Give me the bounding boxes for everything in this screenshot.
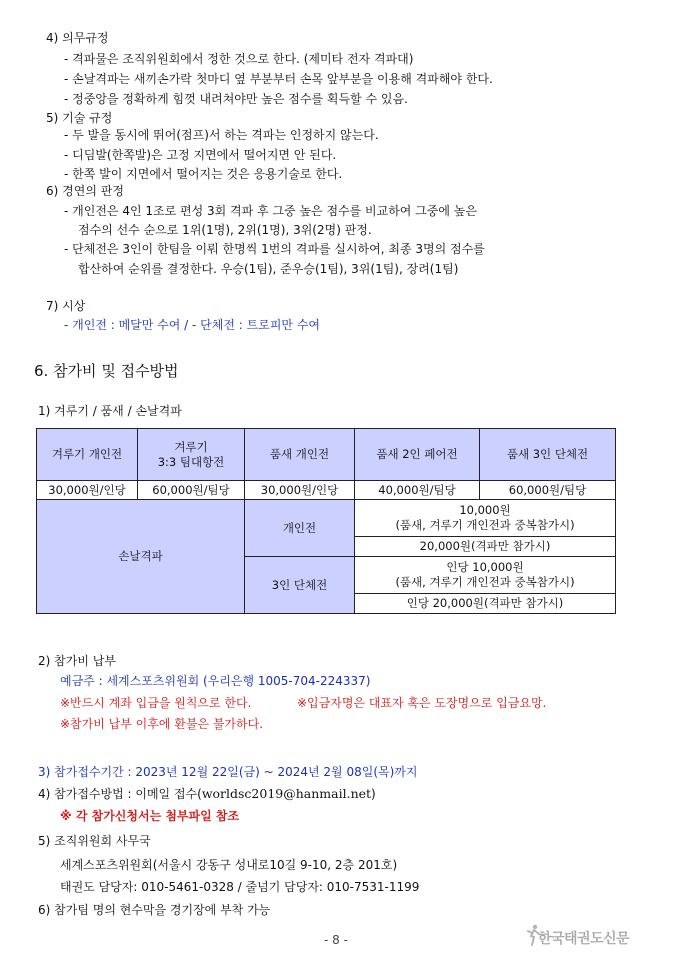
price-cell: 40,000원/팀당 [355, 481, 480, 500]
duty-heading: 4) 의무규정 [46, 31, 109, 45]
price-cell: 30,000원/인당 [245, 481, 355, 500]
board-team-fee [355, 557, 616, 594]
registration-period: 3) 참가접수기간 : 2023년 12월 22일(금) ~ 2024년 2월 08일(목)까지 [38, 765, 418, 779]
award-line: - 개인전 : 메달만 수여 / - 단체전 : 트로피만 수여 [64, 318, 320, 332]
header-cell: 품새 개인전 [245, 429, 355, 481]
fee-amount: 10,000원 [459, 503, 511, 517]
header-cell: 겨루기 개인전 [37, 429, 138, 481]
payment-note: ※참가비 납부 이후에 환불은 불가하다. [60, 717, 264, 731]
header-line: 겨루기 [174, 439, 208, 454]
method-prefix: 4) 참가접수방법 : 이메일 접수( [38, 787, 202, 801]
header-cell [138, 429, 245, 481]
board-team-label: 3인 단체전 [245, 557, 355, 614]
technique-heading: 5) 기술 규정 [46, 111, 113, 125]
duty-item: - 격파물은 조직위원회에서 정한 것으로 한다. (제미타 전자 격파대) [64, 52, 414, 66]
judging-individual-cont: 점수의 선수 순으로 1위(1명), 2위(1명), 3위(2명) 판정. [78, 223, 372, 237]
office-contacts: 태권도 담당자: 010-5461-0328 / 줄넘기 담당자: 010-7531-1199 [60, 880, 420, 894]
judging-team: - 단체전은 3인이 한팀을 이뤄 한명씩 1번의 격파를 실시하여, 최종 3명의 점수를 [64, 242, 485, 256]
board-team-only: 인당 20,000원(격파만 참가시) [355, 594, 616, 614]
fee-table [36, 428, 616, 614]
price-cell: 60,000원/팀당 [138, 481, 245, 500]
board-individual-label: 개인전 [245, 500, 355, 557]
payment-heading: 2) 참가비 납부 [38, 654, 116, 668]
price-cell: 30,000원/인당 [37, 481, 138, 500]
board-individual-only: 20,000원(격파만 참가시) [355, 537, 616, 557]
method-suffix: ) [371, 787, 376, 801]
section-subheading: 1) 겨루기 / 품새 / 손날격파 [38, 404, 182, 418]
payment-note: ※반드시 계좌 입금을 원칙으로 한다. [60, 696, 252, 710]
fee-amount: 인당 10,000원 [446, 560, 524, 574]
award-heading: 7) 시상 [46, 299, 86, 313]
technique-item: - 디딤발(한쪽발)은 고정 지면에서 떨어지면 안 된다. [64, 148, 337, 162]
page-number: - 8 - [324, 933, 348, 947]
banner-note: 6) 참가팀 명의 현수막을 경기장에 부착 가능 [38, 903, 271, 917]
board-label-cell: 손날격파 [37, 500, 245, 614]
fee-note: (품새, 겨루기 개인전과 중복참가시) [395, 518, 575, 532]
email-link[interactable]: worldsc2019@hanmail.net [201, 786, 372, 801]
header-cell: 품새 2인 페어전 [355, 429, 480, 481]
watermark: 한국태권도신문 [538, 931, 630, 947]
header-line: 3:3 팀대항전 [157, 454, 225, 469]
header-cell: 품새 3인 단체전 [480, 429, 616, 481]
office-address: 세계스포츠위원회(서울시 강동구 성내로10길 9-10, 2층 201호) [60, 858, 398, 872]
office-heading: 5) 조직위원회 사무국 [38, 834, 151, 848]
judging-individual: - 개인전은 4인 1조로 편성 3회 격파 후 그중 높은 점수를 비교하여 그중에 높은 [64, 204, 477, 218]
judging-team-cont: 합산하여 순위를 결정한다. 우승(1팀), 준우승(1팀), 3위(1팀), 장려(1팀) [78, 262, 459, 276]
registration-method [38, 786, 376, 802]
section-title: 6. 참가비 및 접수방법 [34, 362, 179, 380]
duty-item: - 정중앙을 정확하게 힘껏 내려쳐야만 높은 점수를 획득할 수 있음. [64, 92, 408, 106]
payment-account: 예금주 : 세계스포츠위원회 (우리은행 1005-704-224337) [60, 674, 371, 688]
duty-item: - 손날격파는 새끼손가락 첫마디 옆 부분부터 손목 앞부분을 이용해 격파해야 한다. [64, 72, 493, 86]
technique-item: - 두 발을 동시에 뛰어(점프)서 하는 격파는 인정하지 않는다. [64, 128, 379, 142]
fee-note: (품새, 겨루기 개인전과 중복참가시) [395, 575, 575, 589]
payment-note: ※입금자명은 대표자 혹은 도장명으로 입금요망. [297, 696, 547, 710]
technique-item: - 한쪽 발이 지면에서 떨어지는 것은 응용기술로 한다. [64, 167, 343, 181]
method-note: ※ 각 참가신청서는 첨부파일 참조 [60, 809, 240, 823]
price-cell: 60,000원/팀당 [480, 481, 616, 500]
judging-heading: 6) 경연의 판정 [46, 184, 124, 198]
board-individual-fee [355, 500, 616, 537]
